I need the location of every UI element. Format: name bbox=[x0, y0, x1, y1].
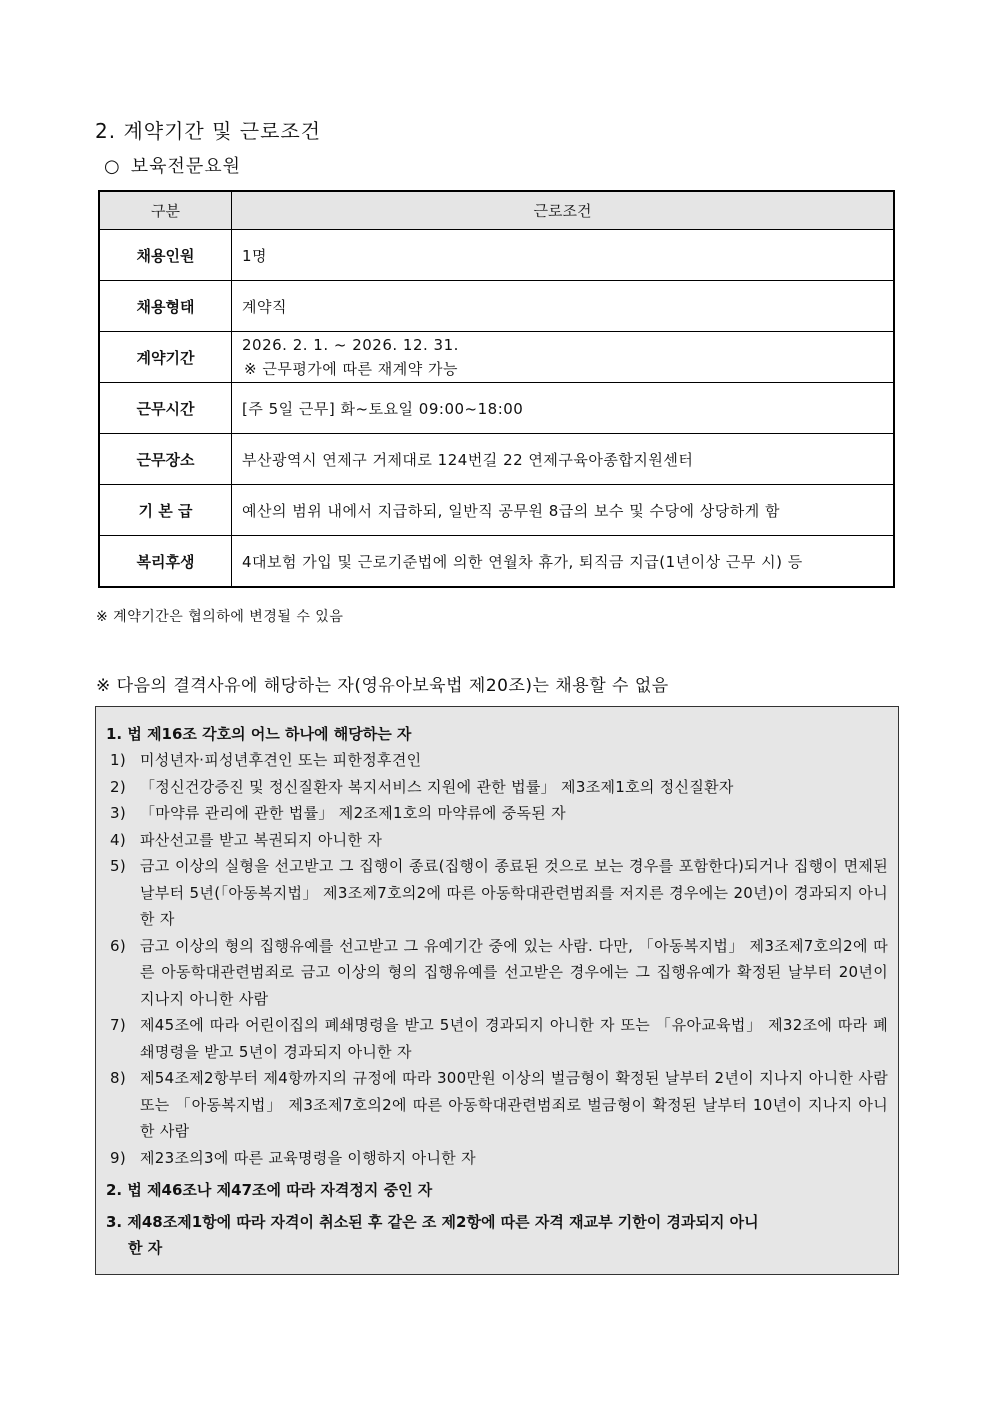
contract-period-dates: 2026. 2. 1. ~ 2026. 12. 31. bbox=[242, 335, 459, 354]
header-category: 구분 bbox=[99, 191, 232, 230]
table-row bbox=[99, 332, 894, 383]
row-label: 채용인원 bbox=[99, 230, 232, 281]
table-row bbox=[99, 536, 894, 588]
list-item bbox=[106, 774, 888, 801]
row-label: 복리후생 bbox=[99, 536, 232, 588]
row-label: 채용형태 bbox=[99, 281, 232, 332]
disqualification-heading-2: 2. 법 제46조나 제47조에 따라 자격정지 중인 자 bbox=[106, 1181, 433, 1199]
item-text: 「정신건강증진 및 정신질환자 복지서비스 지원에 관한 법률」 제3조제1호의 정신질환자 bbox=[140, 777, 734, 796]
item-text: 파산선고를 받고 복권되지 아니한 자 bbox=[140, 830, 383, 849]
heading-3-line-2: 한 자 bbox=[128, 1239, 163, 1257]
subsection-label: 보육전문요원 bbox=[130, 156, 242, 177]
list-item bbox=[106, 1012, 888, 1065]
row-value: 예산의 범위 내에서 지급하되, 일반직 공무원 8급의 보수 및 수당에 상당하게 함 bbox=[232, 485, 895, 536]
contract-period-note: ※ 근무평가에 따른 재계약 가능 bbox=[244, 359, 459, 378]
item-number: 1) bbox=[110, 751, 126, 769]
item-number: 5) bbox=[110, 857, 126, 875]
disqualification-heading-3 bbox=[106, 1209, 888, 1261]
item-number: 7) bbox=[110, 1016, 126, 1034]
list-item bbox=[106, 1065, 888, 1145]
row-value: 부산광역시 연제구 거제대로 124번길 22 연제구육아종합지원센터 bbox=[232, 434, 895, 485]
circle-marker-icon: ○ bbox=[104, 156, 121, 177]
header-conditions: 근로조건 bbox=[232, 191, 895, 230]
item-number: 3) bbox=[110, 804, 126, 822]
heading-3-line-1: 3. 제48조제1항에 따라 자격이 취소된 후 같은 조 제2항에 따른 자격 재교부 기한이 경과되지 아니 bbox=[106, 1213, 759, 1231]
list-item bbox=[106, 800, 888, 827]
list-item bbox=[106, 933, 888, 1013]
disqualification-heading-1: 1. 법 제16조 각호의 어느 하나에 해당하는 자 bbox=[106, 725, 412, 743]
disqualification-title: ※ 다음의 결격사유에 해당하는 자(영유아보육법 제20조)는 채용할 수 없음 bbox=[96, 676, 669, 696]
row-label: 근무시간 bbox=[99, 383, 232, 434]
table-row bbox=[99, 281, 894, 332]
item-text: 제54조제2항부터 제4항까지의 규정에 따라 300만원 이상의 벌금형이 확정된 날부터 2년이 지나지 아니한 사람 또는 「아동복지법」 제3조제7호의2에 따른 아동학대관련범죄로 벌금형이 확정된 날부터 10년이 지나지 아니한 사람 bbox=[140, 1069, 888, 1140]
item-number: 6) bbox=[110, 936, 126, 955]
item-number: 8) bbox=[110, 1069, 126, 1087]
table-row bbox=[99, 434, 894, 485]
list-item bbox=[106, 827, 888, 854]
contract-note: ※ 계약기간은 협의하에 변경될 수 있음 bbox=[96, 609, 344, 625]
row-value: 계약직 bbox=[232, 281, 895, 332]
table-header-row bbox=[99, 191, 894, 230]
item-text: 미성년자·피성년후견인 또는 피한정후견인 bbox=[140, 751, 422, 769]
item-number: 9) bbox=[110, 1148, 126, 1167]
row-label: 근무장소 bbox=[99, 434, 232, 485]
item-text: 제23조의3에 따른 교육명령을 이행하지 아니한 자 bbox=[140, 1148, 476, 1167]
table-row bbox=[99, 230, 894, 281]
row-value: [주 5일 근무] 화~토요일 09:00~18:00 bbox=[232, 383, 895, 434]
row-value: 4대보험 가입 및 근로기준법에 의한 연월차 휴가, 퇴직금 지급(1년이상 근무 시) 등 bbox=[232, 536, 895, 588]
list-item bbox=[106, 853, 888, 933]
item-number: 4) bbox=[110, 830, 126, 849]
row-value bbox=[232, 332, 895, 383]
row-value: 1명 bbox=[232, 230, 895, 281]
subsection-title bbox=[104, 152, 241, 178]
item-number: 2) bbox=[110, 777, 126, 796]
working-conditions-table bbox=[98, 190, 895, 588]
section-title: 2. 계약기간 및 근로조건 bbox=[95, 119, 322, 143]
table-row bbox=[99, 485, 894, 536]
list-item bbox=[106, 747, 888, 774]
item-text: 제45조에 따라 어린이집의 폐쇄명령을 받고 5년이 경과되지 아니한 자 또는 「유아교육법」 제32조에 따라 폐쇄명령을 받고 5년이 경과되지 아니한 자 bbox=[140, 1016, 888, 1061]
disqualification-box bbox=[95, 706, 899, 1275]
list-item bbox=[106, 1145, 888, 1172]
item-text: 금고 이상의 형의 집행유예를 선고받고 그 유예기간 중에 있는 사람. 다만, 「아동복지법」 제3조제7호의2에 따른 아동학대관련범죄로 금고 이상의 형의 집행유예를 선고받은 경우에는 그 집행유예가 확정된 날부터 20년이 지나지 아니한 사람 bbox=[140, 936, 888, 1008]
item-text: 「마약류 관리에 관한 법률」 제2조제1호의 마약류에 중독된 자 bbox=[140, 804, 566, 822]
row-label: 계약기간 bbox=[99, 332, 232, 383]
item-text: 금고 이상의 실형을 선고받고 그 집행이 종료(집행이 종료된 것으로 보는 경우를 포함한다)되거나 집행이 면제된 날부터 5년(「아동복지법」 제3조제7호의2에 따른 아동학대관련범죄를 저지른 경우에는 20년)이 경과되지 아니한 자 bbox=[140, 857, 888, 928]
table-row bbox=[99, 383, 894, 434]
row-label: 기 본 급 bbox=[99, 485, 232, 536]
